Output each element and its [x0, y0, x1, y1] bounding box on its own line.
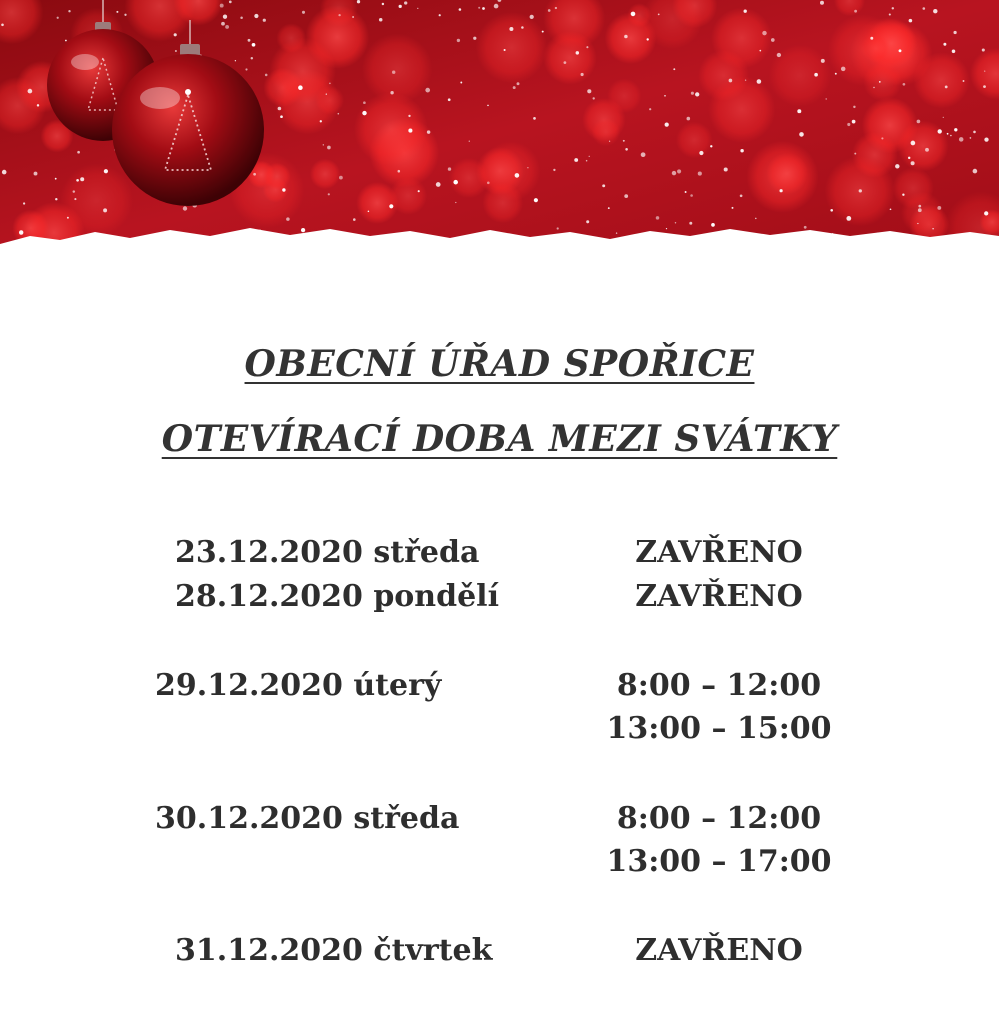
schedule-hours: 8:00 – 12:00	[616, 801, 822, 836]
schedule-date: 23.12.2020 středa	[175, 535, 480, 570]
schedule-hours: 13:00 – 17:00	[606, 844, 832, 879]
schedule-hours: ZAVŘENO	[635, 933, 803, 968]
schedule-date: 29.12.2020 úterý	[155, 668, 442, 703]
schedule-date: 28.12.2020 pondělí	[175, 579, 499, 614]
schedule-date: 30.12.2020 středa	[155, 801, 460, 836]
title-line-2: OTEVÍRACÍ DOBA MEZI SVÁTKY	[161, 418, 838, 460]
christmas-banner	[0, 0, 999, 262]
schedule-date: 31.12.2020 čtvrtek	[175, 933, 493, 968]
title-line-1: OBECNÍ ÚŘAD SPOŘICE	[244, 343, 755, 385]
schedule-hours: 13:00 – 15:00	[606, 711, 832, 746]
schedule-hours: 8:00 – 12:00	[616, 668, 822, 703]
schedule-hours: ZAVŘENO	[635, 579, 803, 614]
page-subtitle	[0, 418, 999, 460]
page-title	[0, 343, 999, 385]
schedule-hours: ZAVŘENO	[635, 535, 803, 570]
christmas-banner-image	[0, 0, 999, 262]
